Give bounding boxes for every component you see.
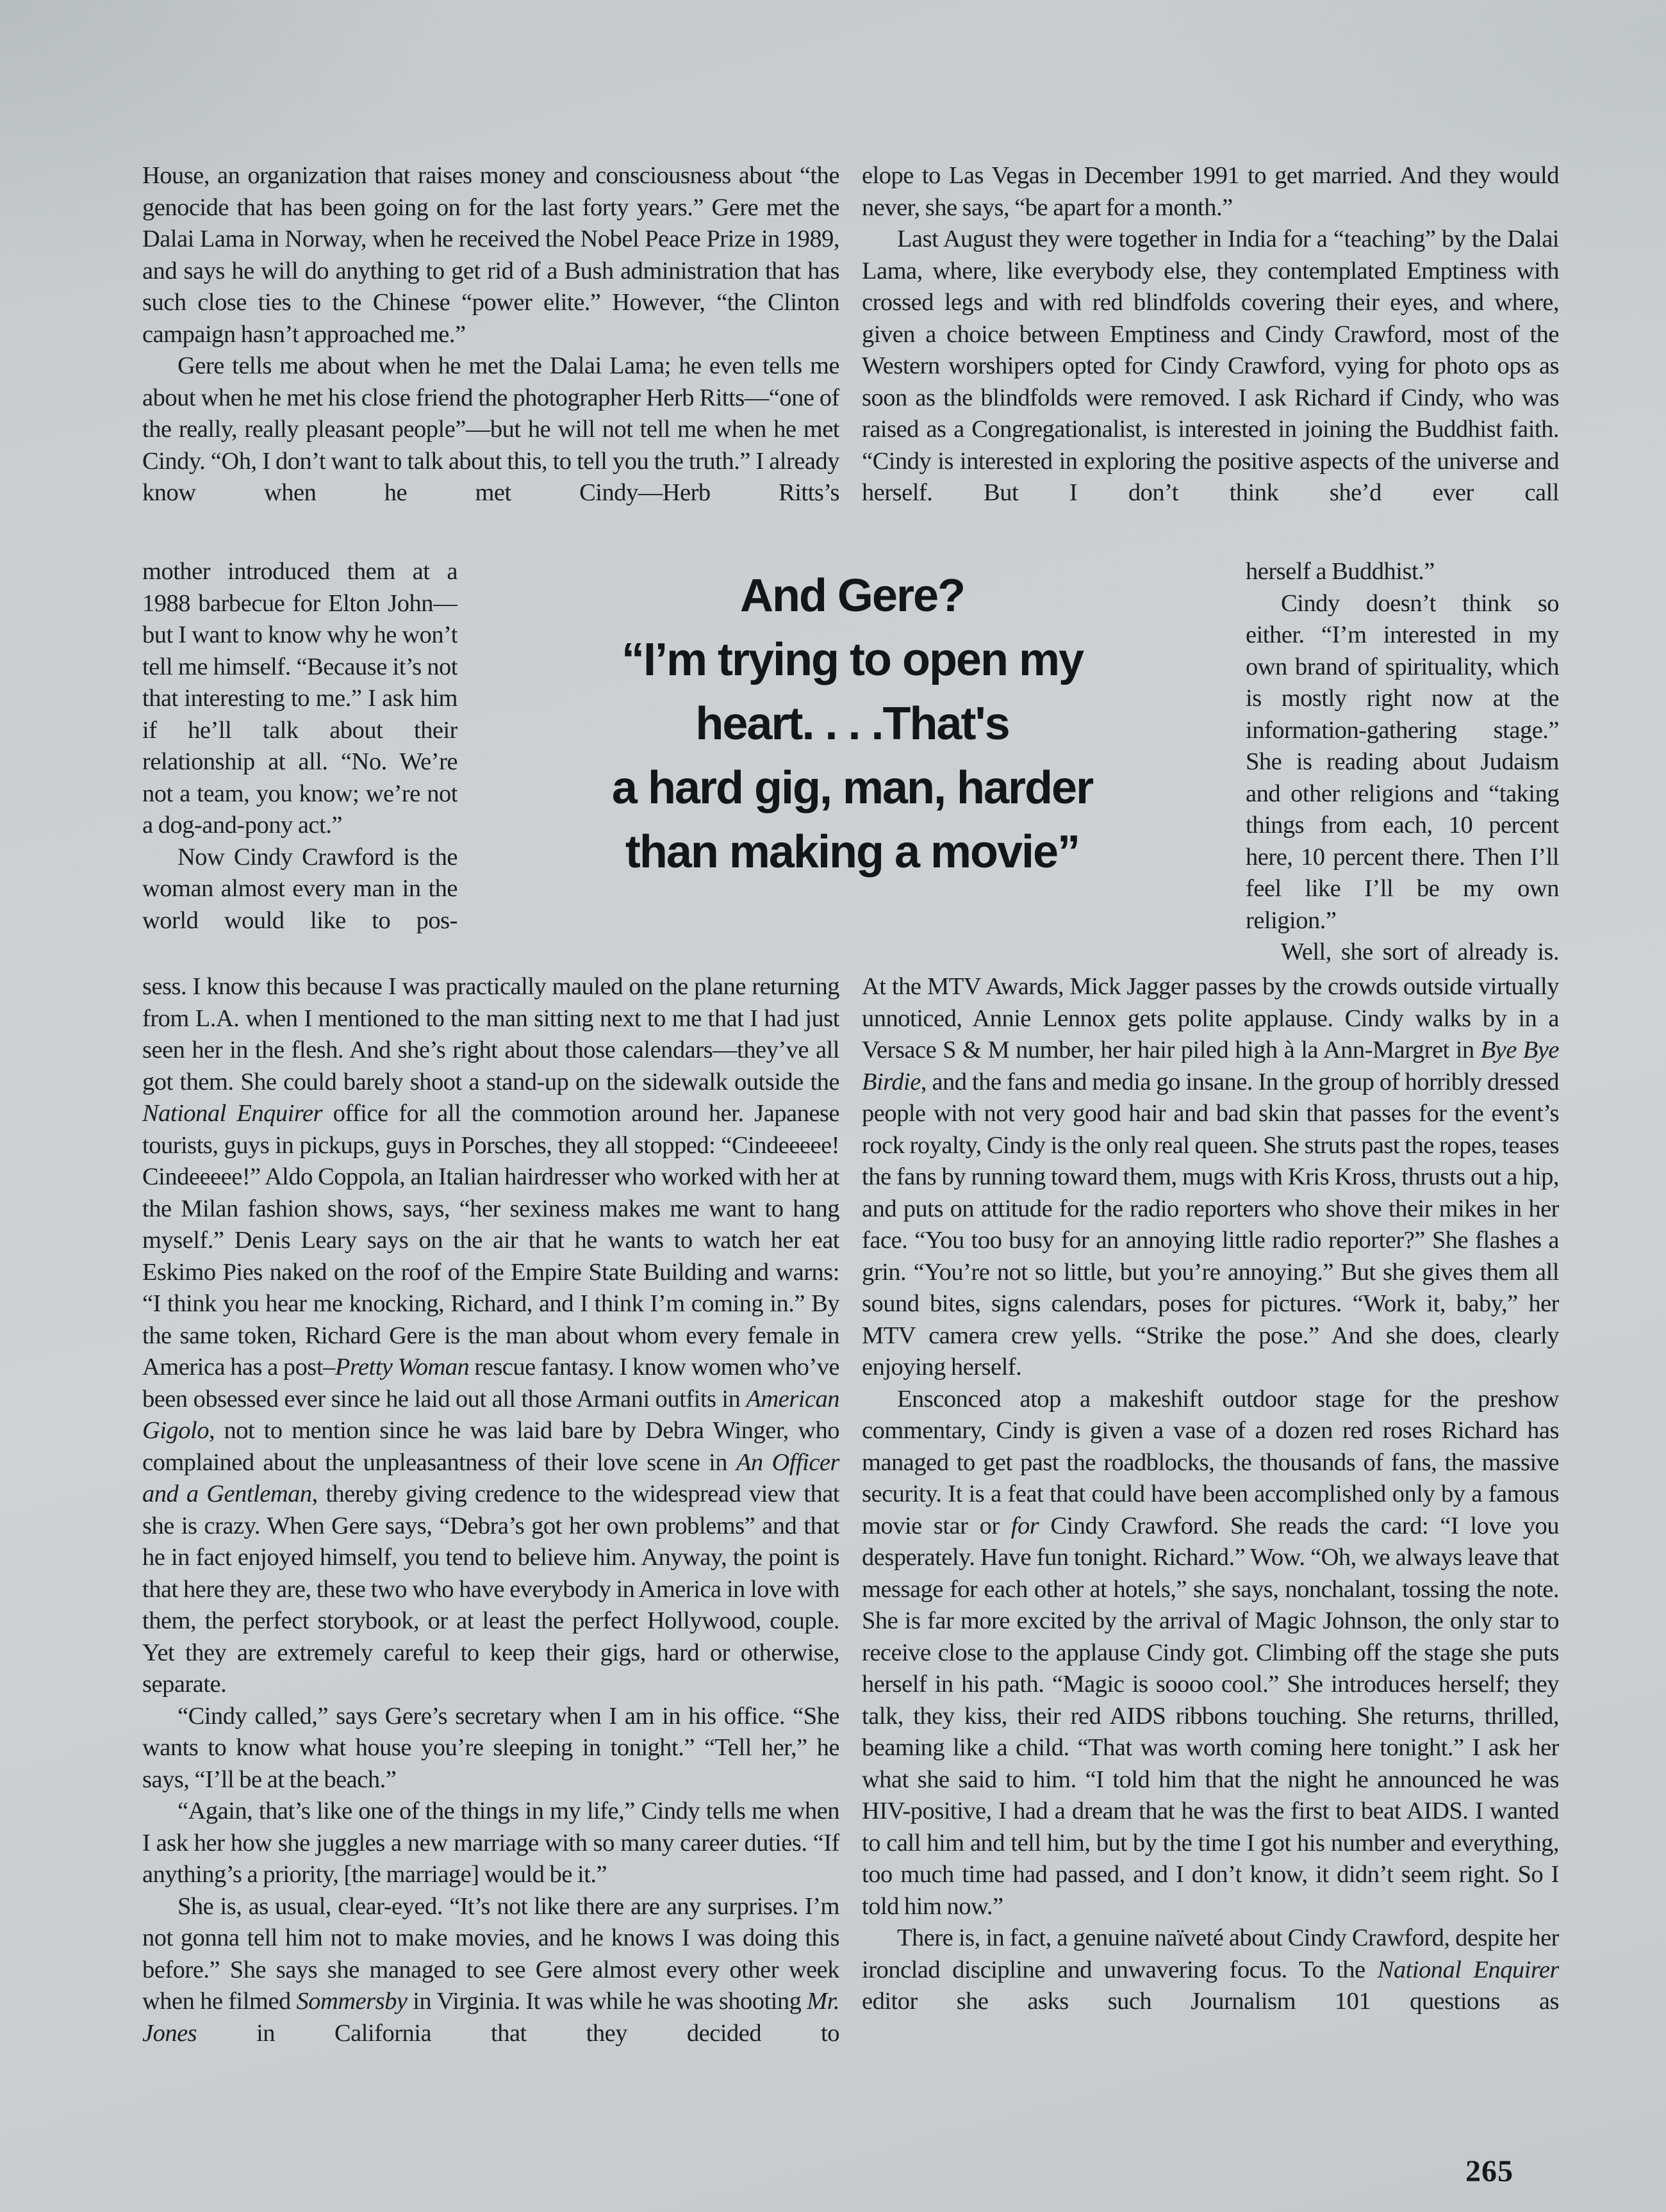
body-text: mother introduced them at a 1988 barbecue for Elton John—but I want to know why he won’t tell me himself. “Because it’s not that interesting to me.” I ask him if he’ll talk about their relationship at all. “No. We’re not a team, you know; we’re not a dog-and-pony act.” [142,558,458,839]
body-text: in California that they decided to [197,2019,839,2047]
pull-quote-line: heart. . . .That's [695,698,1009,750]
body-paragraph [1246,937,1559,969]
pull-quote-line: And Gere? [739,570,965,621]
body-text: in Virginia. It was while he was shooting [407,1988,807,2015]
body-paragraph [1246,556,1559,588]
body-paragraph [142,1701,839,1796]
pull-quote [493,564,1211,884]
body-text: Well, she sort of already is. [1281,938,1559,965]
body-text: editor she asks such Journalism 101 questions as [862,1988,1559,2015]
body-paragraph [862,224,1559,509]
body-text: elope to Las Vegas in December 1991 to get married. And they would never, she says, “be apart for a month.” [862,162,1559,221]
body-paragraph [862,971,1559,1384]
body-text: Ensconced atop a makeshift outdoor stage for the preshow commentary, Cindy is given a vase of a dozen red roses Richard has managed to get past the roadblocks, the thousands of fans, the massive security. It is a feat that could have been accomplished only by a famous movie star or [862,1385,1559,1539]
body-paragraph [862,160,1559,224]
body-text: Last August they were together in India for a “teaching” by the Dalai Lama, where, like everybody else, they contemplated Emptiness with crossed legs and with red blindfolds covering their eyes, and where, given a choice between Emptiness and Cindy Crawford, most of the Western worshipers opted for Cindy Crawford, vying for photo ops as soon as the blindfolds were removed. I ask Richard if Cindy, who was raised as a Congregationalist, is interested in joining the Buddhist faith. “Cindy is interested in exploring the positive aspects of the universe and herself. But I don’t think she’d ever call [862,225,1559,506]
body-text: , not to mention since he was laid bare by Debra Winger, who complained about the unpleasantness of their love scene in [142,1417,839,1476]
body-paragraph [142,160,839,350]
body-paragraph [862,1922,1559,2018]
body-text: , and the fans and media go insane. In the group of horribly dressed people with not very good hair and bad skin that passes for the event’s rock royalty, Cindy is the only real queen. She struts past the ropes, teases the fans by running toward them, mugs with Kris Kross, thrusts out a hip, and puts on attitude for the radio reporters who shove their mikes in her face. “You too busy for an annoying little radio reporter?” She flashes a grin. “You’re not so little, but you’re annoying.” But she gives them all sound bites, signs calendars, poses for pictures. “Work it, baby,” her MTV camera crew yells. “Strike the pose.” And she does, clearly enjoying herself. [862,1068,1559,1380]
article-column-right-bottom [862,971,1559,2151]
italic-title-text: Sommersby [296,1988,408,2015]
italic-title-text: Pretty Woman [334,1354,470,1380]
body-text: “Cindy called,” says Gere’s secretary when I am in his office. “She wants to know what house you’re sleeping in tonight.” “Tell her,” he says, “I’ll be at the beach.” [142,1702,839,1793]
pull-quote-line: a hard gig, man, harder [611,762,1093,814]
italic-title-text: An Officer and a Gentleman [142,1448,839,1507]
body-text: House, an organization that raises money and consciousness about “the genocide that has been going on for the last forty years.” Gere met the Dalai Lama in Norway, when he received the Nobel Peace Prize in 1989, and says he will do anything to get rid of a Bush administration that has such close ties to the Chinese “power elite.” However, “the Clinton campaign hasn’t approached me.” [142,162,839,348]
page-number: 265 [1465,2154,1513,2188]
body-paragraph [142,1891,839,2050]
body-paragraph [142,556,458,842]
body-text: sess. I know this because I was practically mauled on the plane returning from L.A. when I mentioned to the man sitting next to me that I had just seen her in the flesh. And she’s right about those calendars—they’ve all got them. She could barely shoot a stand-up on the sidewalk outside the [142,973,839,1095]
italic-title-text: National Enquirer [1377,1956,1559,1983]
body-text: rescue fantasy. I know women who’ve been obsessed ever since he laid out all those Armani outfits in [142,1354,839,1413]
body-text: Now Cindy Crawford is the woman almost every man in the world would like to pos- [142,843,458,934]
article-column-left-top [142,160,839,520]
body-paragraph [142,842,458,937]
article-column-left-narrow [142,556,458,971]
italic-title-text: National Enquirer [142,1100,322,1127]
body-text: At the MTV Awards, Mick Jagger passes by the crowds outside virtually unnoticed, Annie Lennox gets polite applause. Cindy walks by in a Versace S & M number, her hair piled high à la Ann-Margret in [862,973,1559,1063]
body-text: There is, in fact, a genuine naïveté about Cindy Crawford, despite her ironclad discipline and unwavering focus. To the [862,1924,1559,1983]
body-text: Gere tells me about when he met the Dalai Lama; he even tells me about when he met his close friend the photographer Herb Ritts—“one of the really, really pleasant people”—but he will not tell me when he met Cindy. “Oh, I don’t want to talk about this, to tell you the truth.” I already know when he met Cindy—Herb Ritts’s [142,352,839,506]
italic-title-text: Bye Bye Birdie [862,1036,1559,1095]
body-text: , thereby giving credence to the widespread view that she is crazy. When Gere says, “Debra’s got her own problems” and that he in fact enjoyed himself, you tend to believe him. Anyway, the point is that here they are, these two who have everybody in America in love with them, the perfect storybook, or at least the perfect Hollywood, couple. Yet they are extremely careful to keep their gigs, hard or otherwise, separate. [142,1480,839,1698]
article-column-right-top [862,160,1559,520]
body-paragraph [862,1384,1559,1923]
body-text: Cindy Crawford. She reads the card: “I love you desperately. Have fun tonight. Richard.” Wow. “Oh, we always leave that message for each other at hotels,” she says, nonchalant, tossing the note. She is far more excited by the arrival of Magic Johnson, the only star to receive close to the applause Cindy got. Climbing off the stage she puts herself in his path. “Magic is soooo cool.” She introduces herself; they talk, they kiss, their red AIDS ribbons touching. She returns, thrilled, beaming like a child. “That was worth coming here tonight.” I ask her what she said to him. “I told him that the night he announced he was HIV-positive, I had a dream that he was the first to beat AIDS. I wanted to call him and tell him, but by the time I got his number and everything, too much time had passed, and I don’t know, it didn’t seem right. So I told him now.” [862,1512,1559,1920]
body-text: Cindy doesn’t think so either. “I’m interested in my own brand of spirituality, which is mostly right now at the information-gathering stage.” She is reading about Judaism and other religions and “taking things from each, 10 percent here, 10 percent there. Then I’ll feel like I’ll be my own religion.” [1246,589,1559,934]
body-paragraph [142,350,839,509]
body-text: office for all the commotion around her. Japanese tourists, guys in pickups, guys in Porsches, they all stopped: “Cindeeeee! Cindeeeee!” Aldo Coppola, an Italian hairdresser who worked with her at the Milan fashion shows, says, “her sexiness makes me want to hang myself.” Denis Leary says on the air that he wants to watch her eat Eskimo Pies naked on the roof of the Empire State Building and warns: “I think you hear me knocking, Richard, and I think I’m coming in.” By the same token, Richard Gere is the man about whom every female in America has a post– [142,1100,839,1380]
body-paragraph [142,971,839,1701]
pull-quote-line: than making a movie” [625,826,1080,878]
body-paragraph [1246,588,1559,937]
article-column-left-bottom [142,971,839,2149]
body-text: “Again, that’s like one of the things in my life,” Cindy tells me when I ask her how she juggles a new marriage with so many career duties. “If anything’s a priority, [the marriage] would be it.” [142,1798,839,1888]
body-paragraph [142,1796,839,1891]
italic-title-text: American Gigolo [142,1385,839,1444]
body-text: She is, as usual, clear-eyed. “It’s not like there are any surprises. I’m not gonna tell him not to make movies, and he knows I was doing this before.” She says she managed to see Gere almost every other week when he filmed [142,1892,839,2015]
italic-title-text: Mr. Jones [142,1988,839,2047]
article-column-right-narrow [1246,556,1559,971]
body-text: herself a Buddhist.” [1246,558,1435,585]
italic-title-text: for [1010,1512,1039,1539]
pull-quote-line: “I’m trying to open my [621,634,1084,685]
